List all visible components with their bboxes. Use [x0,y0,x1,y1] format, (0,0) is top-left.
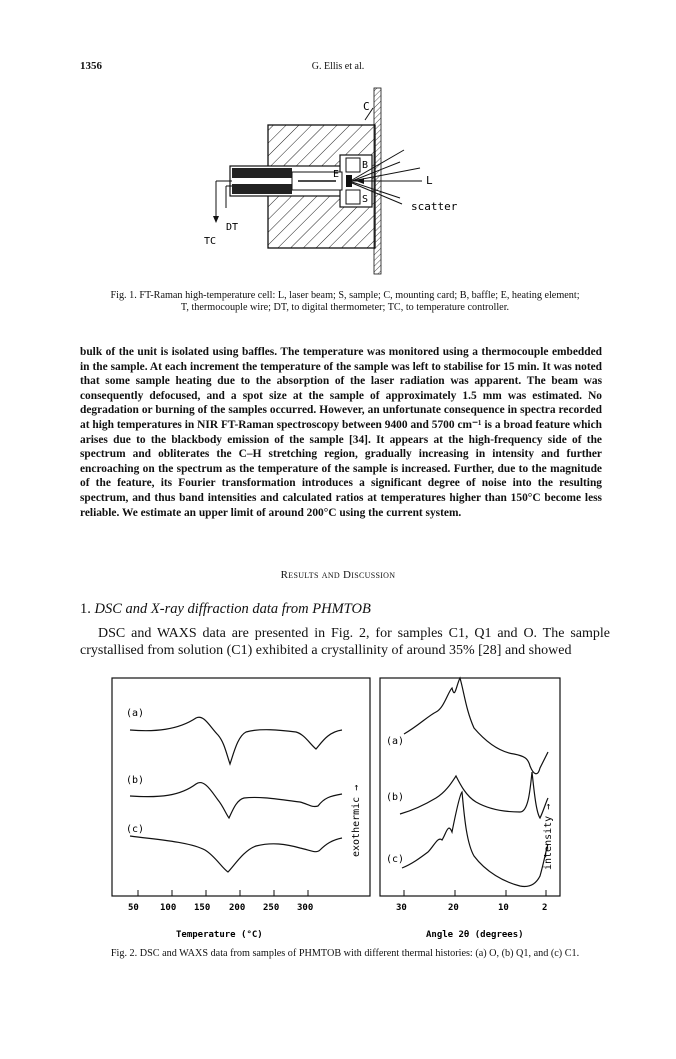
label-s: S [362,194,369,205]
figure-2-caption: Fig. 2. DSC and WAXS data from samples of PHMTOB with different thermal histories: (a) O, (b) Q1, and (c) C1. [110,948,580,959]
running-head-authors: G. Ellis et al. [311,61,365,72]
dsc-tick: 150 [194,903,211,913]
label-tc: TC [204,236,217,247]
dsc-label-b: (b) [126,775,145,786]
waxs-tick: 2 [542,903,548,913]
subsection-title [80,601,371,618]
waxs-curve-a [404,678,548,774]
dsc-xlabel: Temperature (°C) [176,930,263,940]
dsc-tick: 50 [128,903,139,913]
label-c: C [363,100,370,113]
figure-1-caption: Fig. 1. FT-Raman high-temperature cell: L, laser beam; S, sample; C, mounting card; B, baffle; E, heating element; T, thermocouple wire; DT, to digital thermometer; TC, to temperature controller. [110,290,580,314]
dsc-tick: 250 [263,903,280,913]
waxs-label-c: (c) [386,854,405,865]
dsc-x-axis [128,890,313,913]
section-paragraph-text: DSC and WAXS data are presented in Fig. 2, for samples C1, Q1 and O. The sample crystallised from solution (C1) exhibited a crystallinity of around 35% [28] and showed [80,626,610,658]
label-scatter: scatter [411,200,458,213]
dsc-panel-frame [112,678,370,896]
waxs-ylabel: intensity → [543,803,554,870]
label-e: E [333,169,340,180]
dsc-tick: 300 [297,903,314,913]
waxs-xlabel: Angle 2θ (degrees) [426,930,524,940]
waxs-tick: 10 [498,903,509,913]
subsection-number: 1. [80,601,91,617]
dsc-label-a: (a) [126,708,145,719]
label-l: L [426,174,433,187]
heating-element [232,168,292,178]
waxs-label-b: (b) [386,792,405,803]
label-b: B [362,160,369,171]
dsc-tick: 100 [160,903,177,913]
waxs-label-a: (a) [386,736,405,747]
waxs-tick: 20 [448,903,459,913]
waxs-curve-b [400,772,548,818]
waxs-panel-frame [380,678,560,896]
body-paragraph [80,345,602,520]
dsc-curve-a [130,717,342,764]
waxs-tick: 30 [396,903,407,913]
dsc-label-c: (c) [126,824,145,835]
section-paragraph [80,625,610,659]
figure-2-plots [0,672,676,947]
waxs-x-axis [396,890,547,913]
section-title: Results and Discussion [280,569,396,581]
dsc-curve-b [130,783,342,818]
figure-1-diagram [0,80,676,280]
label-dt: DT [226,222,239,233]
dsc-ylabel: exothermic → [351,784,362,857]
dsc-tick: 200 [229,903,246,913]
dsc-curve-c [130,836,342,872]
sample [346,175,352,187]
subsection-title-text: DSC and X-ray diffraction data from PHMTOB [94,601,371,617]
body-paragraph-text: bulk of the unit is isolated using baffles. The temperature was monitored using a thermocouple embedded in the sample. At each increment the temperature of the sample was left to stabilise for 15 min. It was noted that some sample heating due to the absorption of the laser radiation was apparent. The beam was consequently defocused, and a spot size at the sample of approximately 1.5 mm was estimated. No degradation or burning of the samples occurred. However, an unfortunate consequence in spectra recorded at high temperatures in NIR FT-Raman spectroscopy between 9400 and 5700 cm⁻¹ is a broad feature which arises due to the blackbody emission of the sample [34]. It appears at the high-frequency side of the spectrum and obliterates the C–H stretching region, gradually increasing in intensity and further encroaching on the spectrum as the temperature of the sample is increased. Further, due to the magnitude of the feature, its Fourier transformation introduces a significant degree of noise into the resulting spectrum, and thus band intensities and calculated ratios at temperatures higher than 150°C become less reliable. We estimate an upper limit of around 200°C using the current system. [80,346,602,519]
page-number: 1356 [80,60,102,72]
